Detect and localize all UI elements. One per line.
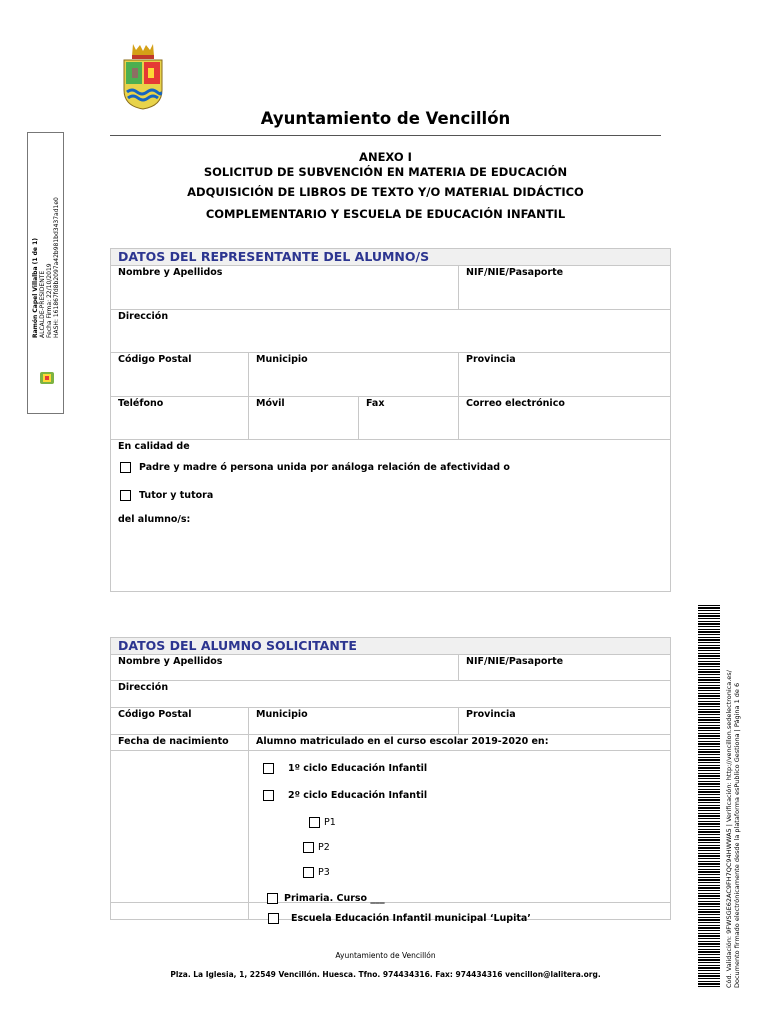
- student-id-field[interactable]: [459, 669, 671, 680]
- footer-organization: Ayuntamiento de Vencillón: [335, 951, 436, 960]
- option-municipal-school[interactable]: [268, 913, 531, 924]
- student-name-field[interactable]: [111, 669, 459, 680]
- rep-id-label: NIF/NIE/Pasaporte: [459, 266, 671, 281]
- p1-checkbox[interactable]: [309, 817, 320, 828]
- option-p3[interactable]: [303, 867, 330, 878]
- student-province-field[interactable]: [459, 723, 671, 734]
- student-name-label: Nombre y Apellidos: [111, 655, 459, 670]
- validation-platform: Documento firmado electrónicamente desde la plataforma esPublico Gestiona | Página 1 de 6: [733, 682, 741, 988]
- rep-email-label: Correo electrónico: [459, 396, 671, 411]
- title-divider: [110, 135, 661, 136]
- validation-text: [725, 605, 747, 988]
- document-title-line-2: ADQUISICIÓN DE LIBROS DE TEXTO Y/O MATERIAL DIDÁCTICO: [187, 185, 584, 199]
- student-section-title: DATOS DEL ALUMNO SOLICITANTE: [111, 638, 671, 655]
- rep-mobile-field[interactable]: [249, 411, 359, 440]
- representative-section-title: DATOS DEL REPRESENTANTE DEL ALUMNO/S: [111, 249, 671, 266]
- rep-email-field[interactable]: [459, 411, 671, 440]
- rep-phone-label: Teléfono: [111, 396, 249, 411]
- p3-label: P3: [318, 867, 330, 878]
- representative-form: [110, 248, 671, 592]
- signature-hash: HASH: 161867fd8b2097a42b981bd3437ad1e0: [53, 197, 60, 338]
- validation-barcode: [698, 605, 720, 988]
- primary-checkbox[interactable]: [267, 893, 278, 904]
- validation-code: Cód. Validación: 9FWSGE62AC9FH7QC94HWWA5 | Verificación: http://vencillon.sedelectronica.es/: [725, 670, 733, 988]
- student-address-field[interactable]: [111, 696, 671, 707]
- cycle-1-label: 1º ciclo Educación Infantil: [288, 763, 428, 774]
- footer-address: Plza. La Iglesia, 1, 22549 Vencillón. Huesca. Tfno. 974434316. Fax: 974434316 vencillon@lalitera.org.: [170, 970, 601, 979]
- municipal-school-label: Escuela Educación Infantil municipal ‘Lupita’: [291, 913, 531, 924]
- rep-phone-field[interactable]: [111, 411, 249, 440]
- cycle-1-checkbox[interactable]: [263, 763, 274, 774]
- parents-checkbox[interactable]: [120, 462, 131, 473]
- option-cycle-2[interactable]: [263, 790, 427, 801]
- cycle-2-checkbox[interactable]: [263, 790, 274, 801]
- student-postal-field[interactable]: [111, 723, 249, 734]
- rep-province-field[interactable]: [459, 367, 671, 396]
- student-id-label: NIF/NIE/Pasaporte: [459, 655, 671, 670]
- student-postal-label: Código Postal: [111, 707, 249, 723]
- rep-name-label: Nombre y Apellidos: [111, 266, 459, 281]
- rep-municipality-field[interactable]: [249, 367, 459, 396]
- signature-date: Fecha Firma: 22/10/2019: [46, 263, 53, 338]
- option-cycle-1[interactable]: [263, 763, 427, 774]
- rep-fax-label: Fax: [359, 396, 459, 411]
- student-form: [110, 637, 671, 920]
- capacity-label: En calidad de: [118, 441, 190, 452]
- birth-date-field[interactable]: [111, 750, 249, 902]
- signature-stamp: [27, 132, 64, 414]
- option-p1[interactable]: [309, 817, 336, 828]
- rep-fax-field[interactable]: [359, 411, 459, 440]
- birth-date-extra: [111, 902, 249, 919]
- annex-number: ANEXO I: [359, 150, 412, 164]
- cycle-2-label: 2º ciclo Educación Infantil: [288, 790, 428, 801]
- p2-checkbox[interactable]: [303, 842, 314, 853]
- option-parents[interactable]: [120, 462, 510, 473]
- rep-name-field[interactable]: [111, 280, 459, 309]
- rep-id-field[interactable]: [459, 280, 671, 309]
- birth-date-label: Fecha de nacimiento: [111, 734, 249, 750]
- of-student-label: del alumno/s:: [118, 514, 191, 525]
- option-parents-label: Padre y madre ó persona unida por análoga relación de afectividad o: [139, 462, 510, 473]
- coat-of-arms-logo: [118, 42, 168, 110]
- student-address-label: Dirección: [111, 680, 671, 696]
- document-title-line-1: SOLICITUD DE SUBVENCIÓN EN MATERIA DE EDUCACIÓN: [203, 165, 568, 179]
- rep-postal-label: Código Postal: [111, 353, 249, 368]
- rep-address-label: Dirección: [111, 309, 671, 324]
- rep-address-field[interactable]: [111, 324, 671, 353]
- municipal-school-checkbox[interactable]: [268, 913, 279, 924]
- rep-mobile-label: Móvil: [249, 396, 359, 411]
- rep-province-label: Provincia: [459, 353, 671, 368]
- rep-postal-field[interactable]: [111, 367, 249, 396]
- p2-label: P2: [318, 842, 330, 853]
- option-primary[interactable]: [267, 893, 385, 904]
- organization-title: Ayuntamiento de Vencillón: [260, 109, 511, 128]
- option-tutor[interactable]: [120, 490, 213, 501]
- student-province-label: Provincia: [459, 707, 671, 723]
- stamp-seal-icon: [38, 371, 56, 385]
- option-tutor-label: Tutor y tutora: [139, 490, 214, 501]
- student-municipality-field[interactable]: [249, 723, 459, 734]
- enrolled-label: Alumno matriculado en el curso escolar 2019-2020 en:: [249, 734, 671, 750]
- signature-stamp-text: [32, 108, 60, 338]
- signer-name: Ramón Capel Villalba (1 de 1): [32, 238, 39, 338]
- option-p2[interactable]: [303, 842, 330, 853]
- primary-label: Primaria. Curso ___: [284, 893, 385, 904]
- p1-label: P1: [324, 817, 336, 828]
- signer-role: ALCALDE-PRESIDENTE: [39, 270, 46, 338]
- document-title-line-3: COMPLEMENTARIO Y ESCUELA DE EDUCACIÓN INFANTIL: [205, 207, 566, 221]
- rep-municipality-label: Municipio: [249, 353, 459, 368]
- tutor-checkbox[interactable]: [120, 490, 131, 501]
- student-municipality-label: Municipio: [249, 707, 459, 723]
- p3-checkbox[interactable]: [303, 867, 314, 878]
